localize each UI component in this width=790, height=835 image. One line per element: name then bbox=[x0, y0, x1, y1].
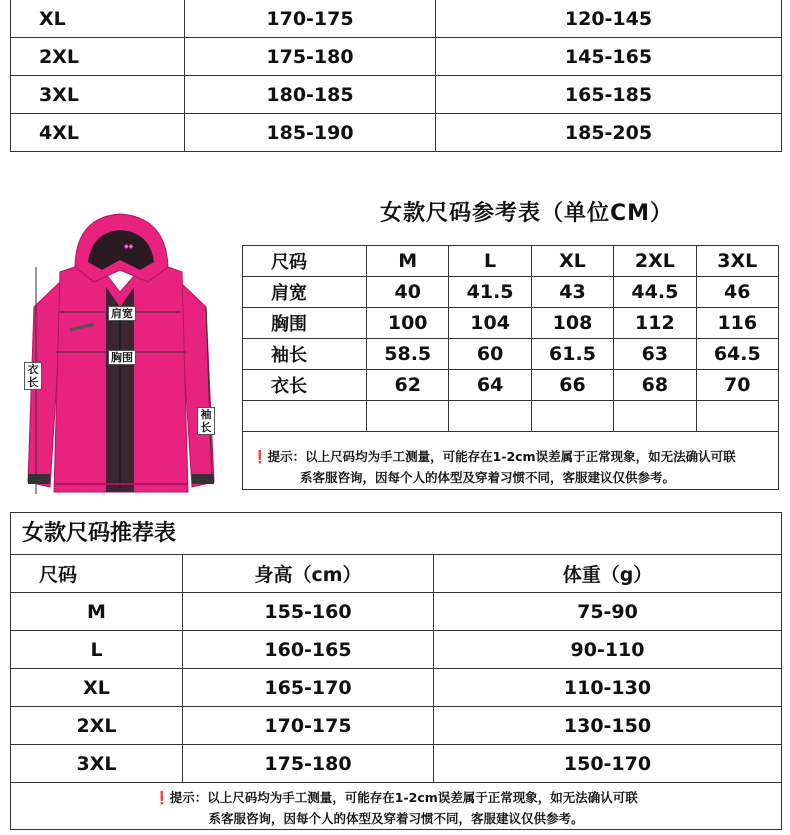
header-cell: 尺码 bbox=[243, 246, 367, 277]
table-header-row bbox=[11, 555, 782, 593]
size-cell: L bbox=[11, 631, 183, 669]
weight-cell: 120-145 bbox=[436, 0, 782, 38]
table-cell: 44.5 bbox=[614, 277, 696, 308]
table-cell: 112 bbox=[614, 308, 696, 339]
table-row bbox=[243, 339, 779, 370]
height-cell: 185-190 bbox=[185, 114, 436, 152]
header-cell: 体重（g） bbox=[434, 555, 782, 593]
length-label: 衣长 bbox=[24, 362, 42, 390]
sleeve-label: 袖长 bbox=[197, 407, 215, 435]
table-row bbox=[11, 38, 782, 76]
table-cell: 104 bbox=[449, 308, 531, 339]
table-cell: 61.5 bbox=[531, 339, 613, 370]
table-cell: 64.5 bbox=[696, 339, 778, 370]
table-cell bbox=[367, 401, 449, 432]
height-cell: 155-160 bbox=[183, 593, 434, 631]
table-cell: 64 bbox=[449, 370, 531, 401]
table-cell: 63 bbox=[614, 339, 696, 370]
row-label: 肩宽 bbox=[243, 277, 367, 308]
table-row bbox=[11, 114, 782, 152]
table-row bbox=[11, 707, 782, 745]
header-cell: 尺码 bbox=[11, 555, 183, 593]
recommend-size-table bbox=[10, 554, 782, 783]
shoulder-label: 肩宽 bbox=[108, 306, 136, 321]
row-label: 胸围 bbox=[243, 308, 367, 339]
table-cell: 108 bbox=[531, 308, 613, 339]
table-row-empty bbox=[243, 401, 779, 432]
table-row bbox=[11, 669, 782, 707]
table-row bbox=[243, 277, 779, 308]
weight-cell: 165-185 bbox=[436, 76, 782, 114]
weight-cell: 110-130 bbox=[434, 669, 782, 707]
table-row bbox=[11, 76, 782, 114]
table-row bbox=[11, 745, 782, 783]
size-cell: 4XL bbox=[11, 114, 185, 152]
table-cell: 116 bbox=[696, 308, 778, 339]
measurement-note bbox=[252, 446, 772, 488]
weight-cell: 90-110 bbox=[434, 631, 782, 669]
size-cell: XL bbox=[11, 669, 183, 707]
table-row bbox=[11, 593, 782, 631]
table-cell bbox=[696, 401, 778, 432]
table-cell: 46 bbox=[696, 277, 778, 308]
table-cell: 66 bbox=[531, 370, 613, 401]
table-row bbox=[243, 370, 779, 401]
size-cell: 3XL bbox=[11, 76, 185, 114]
svg-text:◆◆: ◆◆ bbox=[124, 243, 134, 250]
header-cell: M bbox=[367, 246, 449, 277]
weight-cell: 185-205 bbox=[436, 114, 782, 152]
note-line: 系客服咨询，因每个人的体型及穿着习惯不同，客服建议仅供参考。 bbox=[300, 470, 676, 485]
measurement-note bbox=[10, 787, 782, 829]
table-cell bbox=[449, 401, 531, 432]
height-cell: 165-170 bbox=[183, 669, 434, 707]
size-cell: M bbox=[11, 593, 183, 631]
table-cell: 58.5 bbox=[367, 339, 449, 370]
height-cell: 175-180 bbox=[183, 745, 434, 783]
note-line: 系客服咨询，因每个人的体型及穿着习惯不同，客服建议仅供参考。 bbox=[208, 811, 584, 826]
table-cell bbox=[531, 401, 613, 432]
height-cell: 175-180 bbox=[185, 38, 436, 76]
header-cell: 2XL bbox=[614, 246, 696, 277]
table-row bbox=[243, 308, 779, 339]
table-row bbox=[11, 631, 782, 669]
reference-size-table bbox=[242, 245, 779, 432]
header-cell: XL bbox=[531, 246, 613, 277]
size-cell: XL bbox=[11, 0, 185, 38]
header-cell: 3XL bbox=[696, 246, 778, 277]
table-cell: 43 bbox=[531, 277, 613, 308]
weight-cell: 150-170 bbox=[434, 745, 782, 783]
table-cell: 40 bbox=[367, 277, 449, 308]
height-cell: 170-175 bbox=[185, 0, 436, 38]
height-cell: 180-185 bbox=[185, 76, 436, 114]
top-size-table bbox=[10, 0, 782, 152]
recommend-table-title: 女款尺码推荐表 bbox=[22, 521, 177, 546]
table-cell: 62 bbox=[367, 370, 449, 401]
weight-cell: 75-90 bbox=[434, 593, 782, 631]
size-cell: 2XL bbox=[11, 38, 185, 76]
header-cell: 身高（cm） bbox=[183, 555, 434, 593]
table-cell bbox=[243, 401, 367, 432]
weight-cell: 130-150 bbox=[434, 707, 782, 745]
row-label: 袖长 bbox=[243, 339, 367, 370]
table-cell: 60 bbox=[449, 339, 531, 370]
header-cell: L bbox=[449, 246, 531, 277]
table-cell bbox=[614, 401, 696, 432]
table-header-row bbox=[243, 246, 779, 277]
chest-label: 胸围 bbox=[108, 350, 136, 365]
size-cell: 3XL bbox=[11, 745, 183, 783]
height-cell: 170-175 bbox=[183, 707, 434, 745]
row-label: 衣长 bbox=[243, 370, 367, 401]
reference-table-title: 女款尺码参考表（单位CM） bbox=[380, 201, 674, 226]
note-line: ❗提示：以上尺码均为手工测量，可能存在1-2cm误差属于正常现象，如无法确认可联 bbox=[252, 449, 736, 464]
jacket-illustration bbox=[20, 212, 225, 501]
weight-cell: 145-165 bbox=[436, 38, 782, 76]
table-row bbox=[11, 0, 782, 38]
table-cell: 41.5 bbox=[449, 277, 531, 308]
table-cell: 70 bbox=[696, 370, 778, 401]
table-cell: 68 bbox=[614, 370, 696, 401]
table-cell: 100 bbox=[367, 308, 449, 339]
height-cell: 160-165 bbox=[183, 631, 434, 669]
size-cell: 2XL bbox=[11, 707, 183, 745]
note-line: ❗提示：以上尺码均为手工测量，可能存在1-2cm误差属于正常现象，如无法确认可联 bbox=[154, 790, 638, 805]
